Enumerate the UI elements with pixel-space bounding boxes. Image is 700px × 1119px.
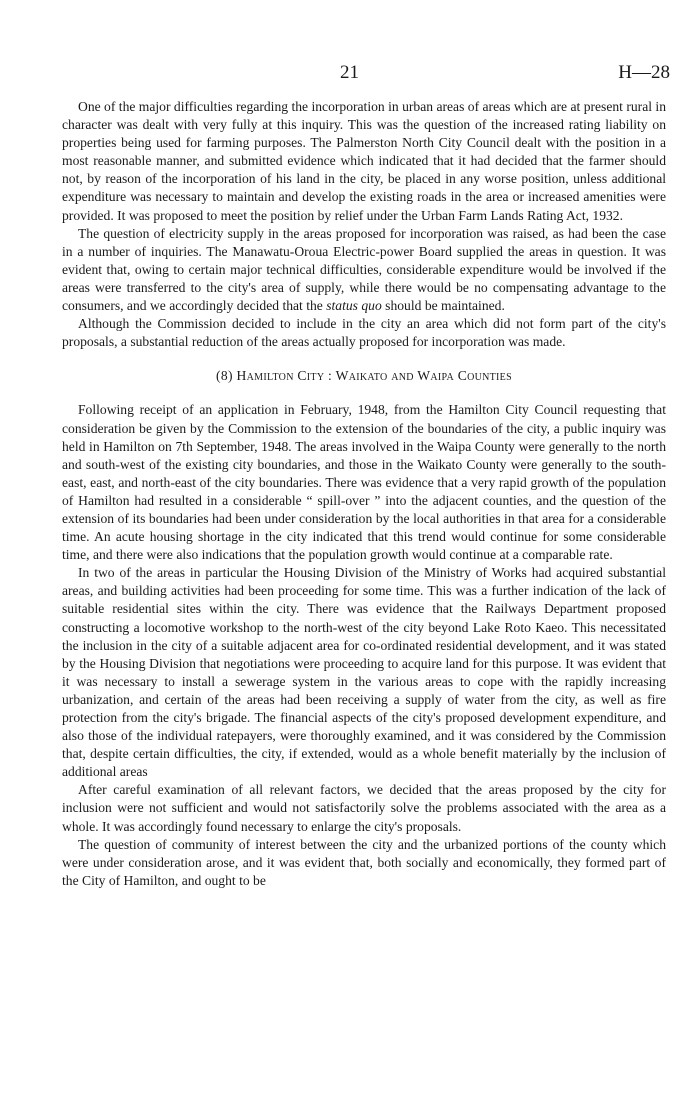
body-text — [62, 98, 666, 890]
document-reference: H—28 — [618, 62, 670, 83]
paragraph: The question of electricity supply in the areas proposed for incorporation was raised, as had been the case in a number of inquiries. The Manawatu-Oroua Electric-power Board supplied the areas in question. It was evident that, owing to certain major technical difficulties, considerable expenditure would be involved if the areas were transferred to the city's area of supply, while there would be no compensating advantage to the consumers, and we accordingly decided that the status quo should be maintained. — [62, 225, 666, 314]
page-number: 21 — [340, 62, 359, 83]
paragraph: One of the major difficulties regarding the incorporation in urban areas of areas which are at present rural in character was dealt with very fully at this inquiry. This was the question of the increased rating liability on properties being used for farming purposes. The Palmerston North City Council dealt with the position in a most reasonable manner, and submitted evidence which indicated that it had decided that the farmer should not, by reason of the incorporation of his land in the city, be placed in any worse position, unless additional expenditure was necessary to maintain and develop the existing roads in the area or increased amenities were provided. It was proposed to meet the position by relief under the Urban Farm Lands Rating Act, 1932. — [62, 99, 666, 223]
paragraph: After careful examination of all relevant factors, we decided that the areas proposed by the city for inclusion were not sufficient and would not satisfactorily solve the problems associated with the area as a whole. It was accordingly found necessary to enlarge the city's proposals. — [62, 782, 666, 834]
italic-phrase: status quo — [326, 298, 382, 314]
paragraph: The question of community of interest between the city and the urbanized portions of the county which were under consideration arose, and it was evident that, both socially and economically, they formed part of the City of Hamilton, and ought to be — [62, 836, 666, 888]
paragraph: In two of the areas in particular the Housing Division of the Ministry of Works had acquired substantial areas, and building activities had been proceeding for some time. This was a further indication of the lack of suitable residential sites within the city. There was evidence that the Railways Department proposed constructing a locomotive workshop to the north-west of the city beyond Lake Roto Kaeo. This necessitated the inclusion in the city of a suitable adjacent area for co-ordinated residential development, and it was stated by the Housing Division that negotiations were proceeding to acquire land for this purpose. It was evident that it was necessary to install a sewerage system in the various areas to cope with the rapidly increasing urbanization, and certain of the areas had been receiving a supply of water from the city, as well as fire protection from the city's brigade. The financial aspects of the city's proposed development expenditure, and also those of the individual ratepayers, were thoroughly examined, and it was considered by the Commission that, despite certain difficulties, the city, if extended, would as a whole benefit materially by the inclusion of additional areas — [62, 565, 666, 780]
paragraph: Following receipt of an application in February, 1948, from the Hamilton City Council requesting that consideration be given by the Commission to the extension of the boundaries of the city, a public inquiry was held in Hamilton on 7th September, 1948. The areas involved in the Waipa County were generally to the north and south-west of the existing city boundaries, and those in the Waikato County were generally to the south-east, east, and north-east of the city boundaries. There was evidence that a very rapid growth of the population of Hamilton had resulted in a considerable “ spill-over ” into the adjacent counties, and the question of the extension of its boundaries had been under consideration by the local authorities in that area for a considerable time. An acute housing shortage in the city indicated that this trend would continue for some considerable time, and there were also indications that the population growth would continue at a comparable rate. — [62, 402, 666, 563]
section-heading: (8) Hamilton City : Waikato and Waipa Counties — [216, 368, 512, 384]
page-header — [0, 62, 700, 86]
paragraph: Although the Commission decided to include in the city an area which did not form part of the city's proposals, a substantial reduction of the areas actually proposed for incorporation was made. — [62, 316, 666, 350]
